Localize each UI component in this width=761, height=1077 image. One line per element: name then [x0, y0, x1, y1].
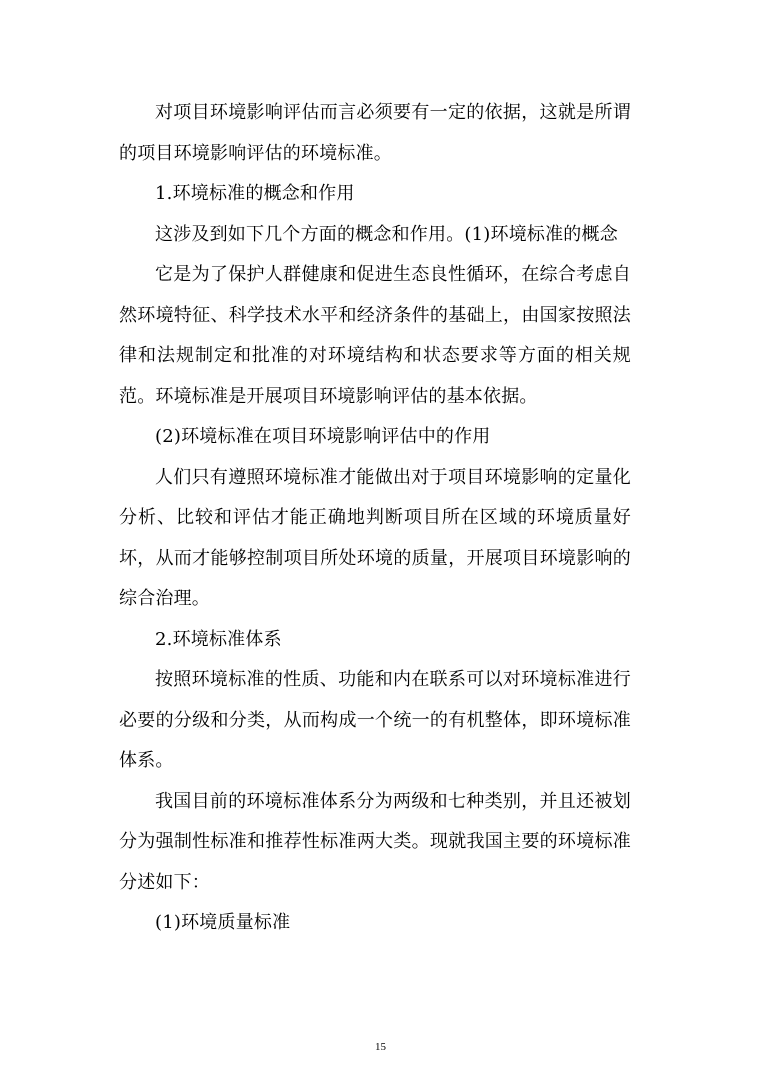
paragraph-classification: 我国目前的环境标准体系分为两级和七种类别，并且还被划分为强制性标准和推荐性标准两大类。现就我国主要的环境标准分述如下：: [119, 790, 631, 893]
paragraph-role: 人们只有遵照环境标准才能做出对于项目环境影响的定量化分析、比较和评估才能正确地判断项目所在区域的环境质量好坏，从而才能够控制项目所处环境的质量，开展项目环境影响的综合治理。: [119, 466, 631, 609]
heading-subsection-2: (2)环境标准在项目环境影响评估中的作用: [155, 426, 491, 447]
heading-quality-standard: (1)环境质量标准: [155, 912, 291, 933]
page-body: [119, 93, 631, 944]
paragraph-concepts: 这涉及到如下几个方面的概念和作用。(1)环境标准的概念: [155, 223, 618, 245]
heading-section-2: 2.环境标准体系: [155, 628, 282, 650]
paragraph-system: 按照环境标准的性质、功能和内在联系可以对环境标准进行必要的分级和分类，从而构成一个统一的有机整体，即环境标准体系。: [119, 669, 631, 771]
paragraph-intro: 对项目环境影响评估而言必须要有一定的依据，这就是所谓的项目环境影响评估的环境标准。: [119, 102, 631, 164]
paragraph-definition: 它是为了保护人群健康和促进生态良性循环，在综合考虑自然环境特征、科学技术水平和经济条件的基础上，由国家按照法律和法规制定和批准的对环境结构和状态要求等方面的相关规范。环境标准是开展项目环境影响评估的基本依据。: [119, 264, 631, 407]
page-number: 15: [375, 1041, 386, 1053]
heading-section-1: 1.环境标准的概念和作用: [155, 183, 355, 204]
